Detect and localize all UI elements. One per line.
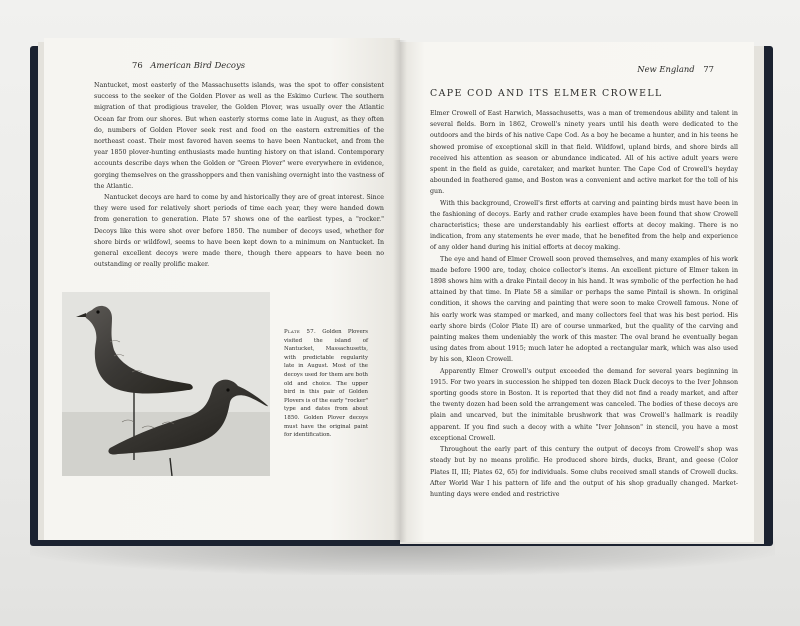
golden-plover-decoys-illustration	[62, 292, 270, 476]
left-text-column	[94, 80, 384, 270]
caption-text: Golden Plovers visited the island of Nantucket, Massachusetts, with predictable regularity late in August. Most of the decoys used for them are both old and choice. The upper bird in this pair of Golden Plovers is of the early "rocker" type and dates from about 1850. Golden Plover decoys must have the original paint for identification.	[284, 329, 369, 439]
left-paragraph-2: Nantucket decoys are hard to come by and historically they are of great interest. Since they were used for relatively short periods of time each year, they were handed down from generation to generation. Plate 57 shows one of the earliest types, a "rocker." Decoys like this were shot over before 1850. The number of decoys used, whether for shore birds or wildfowl, seems to have been kept down to a minimum on Nantucket. In general excellent decoys were made there, though there appears to have been no outstanding or really prolific maker.	[94, 194, 384, 269]
right-paragraph-3: The eye and hand of Elmer Crowell soon proved themselves, and many examples of his work made before 1900 are, today, choice collector's items. An excellent picture of Elmer taken in 1898 shows him with a drake Pintail decoy in his hand. It was symbolic of the perfection he had attained by that time. In Plate 58 a similar or perhaps the same Pintail is shown. In original condition, it shows the carving and painting that were soon to make Crowell famous. None of his early work was stamped or marked, and many collectors feel that was his best period. His early shore birds (Color Plate II) are of course unmarked, but the quality of the carving and painting makes them undeniably the work of this master. The oval brand he eventually began using dates from about 1915; much later he adopted a rectangular mark, which was also used by his son, Kleon Crowell.	[430, 255, 738, 364]
left-running-head-title: American Bird Decoys	[150, 60, 246, 70]
left-running-head	[132, 60, 245, 70]
right-running-head	[637, 64, 714, 74]
right-text-column	[430, 108, 738, 500]
plate-57-caption	[284, 328, 368, 440]
right-page-number: 77	[703, 64, 714, 74]
right-paragraph-2: With this background, Crowell's first efforts at carving and painting birds must have been in the fashioning of decoys. Early and rather crude examples have been found that show Crowell characteristics; these are understandably his earliest efforts at decoy making. There is no indication, from any statements he ever made, that he benefited from the help and experience of any older hand during his initial efforts at decoy making.	[430, 199, 738, 252]
left-page-number: 76	[132, 60, 143, 70]
plate-label: Plate 57.	[284, 329, 317, 335]
right-page	[400, 42, 754, 542]
plate-57-photo	[62, 292, 270, 476]
left-page	[44, 38, 400, 540]
right-paragraph-1: Elmer Crowell of East Harwich, Massachusetts, was a man of tremendous ability and talent in several fields. Born in 1862, Crowell's ninety years until his death were dedicated to the outdoors and the birds of his native Cape Cod. As a boy he became a hunter, and in his teens he showed promise of exceptional skill in that field. Wildfowl, upland birds, and shore birds all received his attention as season or abundance indicated. All of his active adult years were spent in the field as guide, caretaker, and market hunter. The Cape Cod of Crowell's heyday abounded in feathered game, and Boston was a convenient and active market for the toll of his gun.	[430, 110, 738, 196]
left-paragraph-1: Nantucket, most easterly of the Massachusetts islands, was the spot to offer consistent success to the seeker of the Golden Plover as well as the Eskimo Curlew. The southern migration of that prodigious traveler, the Golden Plover, was usually over the Atlantic Ocean far from our shores. But when easterly storms come late in August, as they often do, numbers of Golden Plover seek rest and food on the eastern extremities of the northeast coast. Their most favored haven seems to have been Nantucket, and from the year 1850 plover-hunting enthusiasts made hunting history on that island. Contemporary accounts describe days when the Golden or "Green Plover" were everywhere in evidence, gorging themselves on the grasshoppers and then vanishing overnight into the vastness of the Atlantic.	[94, 82, 384, 190]
right-running-head-title: New England	[637, 64, 695, 74]
book-gutter	[393, 40, 407, 542]
right-paragraph-5: Throughout the early part of this century the output of decoys from Crowell's shop was steady but by no means prolific. He produced shore birds, ducks, Brant, and geese (Color Plates II, III; Plates 62, 65) for individuals. Some clubs received small stands of Crowell ducks. After World War I his pattern of life and the output of his shop gradually changed. Market-hunting days were ended and restrictive	[430, 446, 738, 498]
chapter-title: CAPE COD AND ITS ELMER CROWELL	[430, 88, 663, 99]
right-paragraph-4: Apparently Elmer Crowell's output exceeded the demand for several years beginning in 1915. For two years in succession he shipped ten dozen Black Duck decoys to the Iver Johnson sporting goods store in Boston. It is reported that they did not find a ready market, and after the twenty dozen had been sold the arrangement was canceled. The bodies of these decoys are plain and uncarved, but the inimitable brushwork that was Crowell's hallmark is readily apparent. If you find such a decoy with a white "Iver Johnson" in stencil, you have a most exceptional Crowell.	[430, 367, 738, 442]
